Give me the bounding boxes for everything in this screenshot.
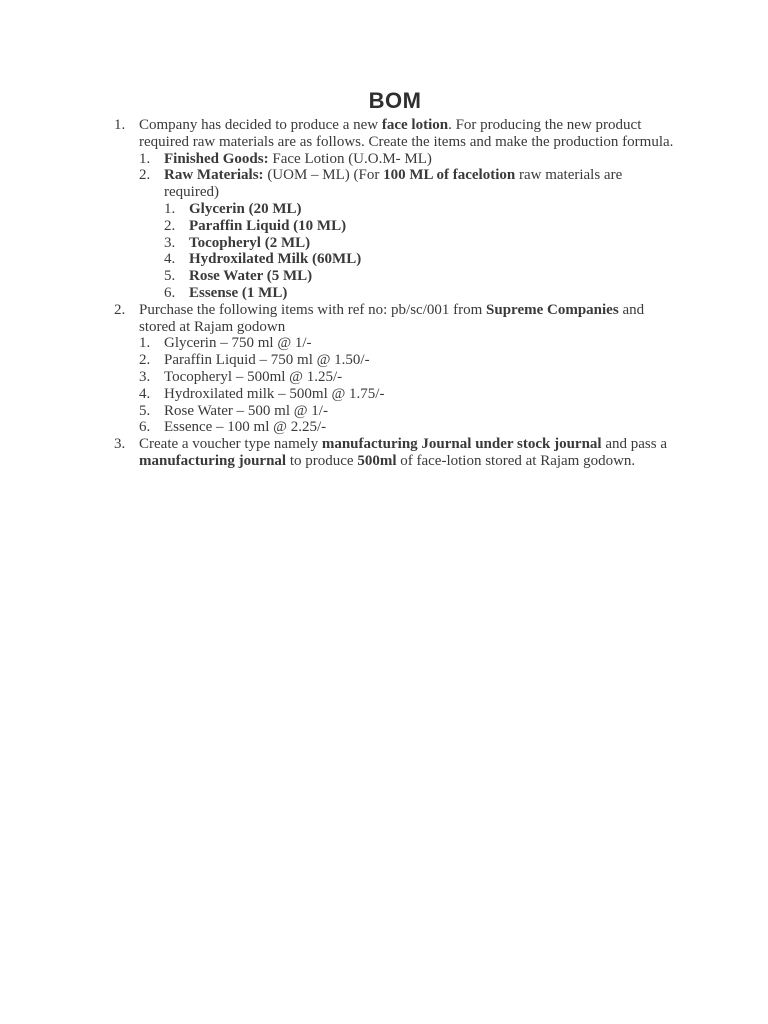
bold-text: Raw Materials: xyxy=(164,167,264,184)
raw-material-label: Essense (1 ML) xyxy=(189,284,288,301)
list-number: 4. xyxy=(139,385,151,402)
raw-materials-item: 2. Raw Materials: (UOM – ML) (For 100 ML of facelotion raw materials are required) 1. Glycerin (20 ML) 2. Paraffin Liquid (10 ML) 3. Tocopheryl (2 ML) 4. Hydroxilated Milk (60ML) 5. Rose Water (5 ML) 6. Essense (1 ML) xyxy=(139,167,674,301)
bold-text: Supreme Companies xyxy=(486,301,619,318)
list-number: 2. xyxy=(139,167,151,184)
raw-material-label: Tocopheryl (2 ML) xyxy=(189,234,311,251)
raw-material-label: Hydroxilated Milk (60ML) xyxy=(189,251,362,268)
purchase-label: Essence – 100 ml @ 2.25/- xyxy=(164,419,327,436)
list-item xyxy=(164,201,674,218)
bold-text: Finished Goods: xyxy=(164,150,269,167)
list-number: 2. xyxy=(114,301,126,318)
list-item xyxy=(164,268,674,285)
list-item xyxy=(139,369,674,386)
purchase-label: Rose Water – 500 ml @ 1/- xyxy=(164,402,328,419)
bold-text: 500ml xyxy=(357,452,397,469)
purchase-label: Hydroxilated milk – 500ml @ 1.75/- xyxy=(164,385,385,402)
list-number: 2. xyxy=(164,217,176,234)
list-item xyxy=(139,386,674,403)
question-2-text: Purchase the following items with ref no: pb/sc/001 from Supreme Companies and stored at Rajam godown xyxy=(139,301,645,335)
raw-material-label: Rose Water (5 ML) xyxy=(189,268,313,285)
bold-text: 100 ML of facelotion xyxy=(383,167,516,184)
question-3-text: Create a voucher type namely manufacturing Journal under stock journal and pass a manufacturing journal to produce 500ml of face-lotion stored at Rajam godown. xyxy=(139,436,668,469)
bold-text: manufacturing Journal under stock journal xyxy=(321,436,602,453)
bold-text: face lotion xyxy=(381,117,449,133)
list-number: 4. xyxy=(164,251,176,268)
list-number: 3. xyxy=(164,234,176,251)
list-item xyxy=(164,251,674,268)
bold-text: manufacturing journal xyxy=(139,452,287,469)
list-number: 3. xyxy=(114,436,126,453)
list-number: 1. xyxy=(164,200,176,217)
question-list xyxy=(114,117,674,470)
list-item xyxy=(164,218,674,235)
list-number: 6. xyxy=(164,284,176,301)
raw-material-label: Glycerin (20 ML) xyxy=(189,200,302,217)
purchase-label: Tocopheryl – 500ml @ 1.25/- xyxy=(164,368,343,385)
raw-material-list xyxy=(164,201,674,302)
question-2 xyxy=(114,302,674,436)
list-item xyxy=(139,419,674,436)
list-item xyxy=(139,352,674,369)
purchase-label: Paraffin Liquid – 750 ml @ 1.50/- xyxy=(164,352,370,369)
list-number: 2. xyxy=(139,352,151,369)
list-number: 6. xyxy=(139,419,151,436)
list-number: 1. xyxy=(139,150,151,167)
list-item xyxy=(139,335,674,352)
list-number: 1. xyxy=(114,117,126,133)
question-3 xyxy=(114,436,674,470)
question-1 xyxy=(114,117,674,302)
raw-material-label: Paraffin Liquid (10 ML) xyxy=(189,217,347,234)
list-number: 1. xyxy=(139,335,151,352)
purchase-label: Glycerin – 750 ml @ 1/- xyxy=(164,335,312,352)
list-number: 3. xyxy=(139,368,151,385)
list-item xyxy=(164,285,674,302)
page-title: BOM xyxy=(368,88,422,113)
list-item xyxy=(164,235,674,252)
list-item xyxy=(139,403,674,420)
list-number: 5. xyxy=(164,268,176,285)
purchase-list xyxy=(139,335,674,436)
finished-goods-item: 1. Finished Goods: Face Lotion (U.O.M- ML) xyxy=(139,150,432,167)
question-1-text: Company has decided to produce a new face lotion. For producing the new product required raw materials are as follows. Create the items and make the production formula. xyxy=(139,117,674,150)
list-number: 5. xyxy=(139,402,151,419)
